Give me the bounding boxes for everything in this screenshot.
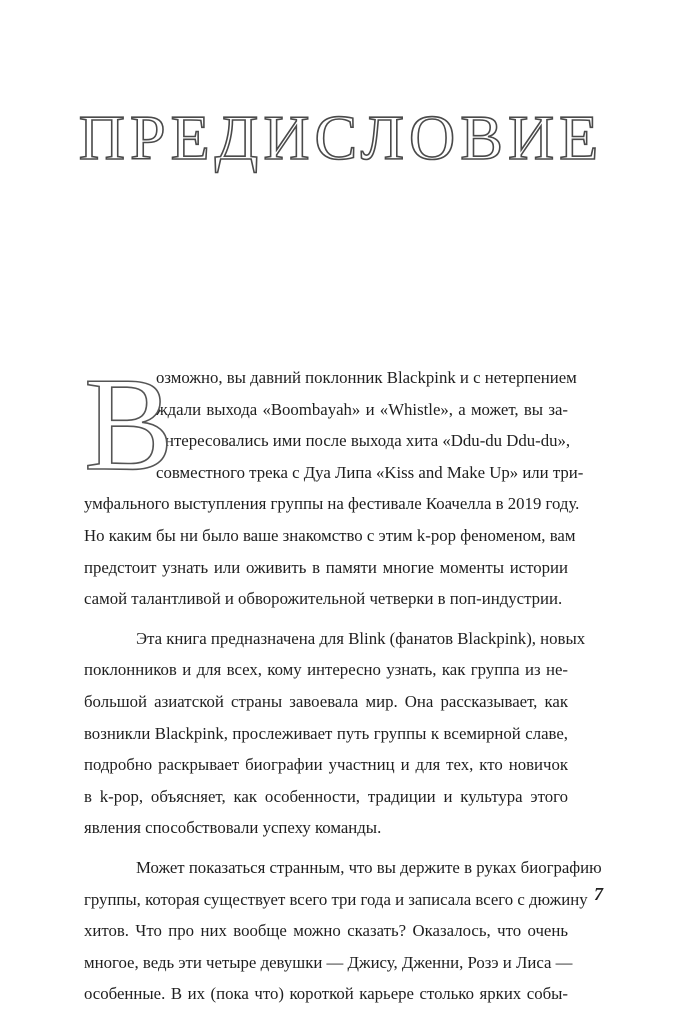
paragraph-3 xyxy=(84,852,602,1010)
body-text xyxy=(84,350,602,1010)
text-line: поклонников и для всех, кому интересно узнать, как группа из не- xyxy=(84,660,568,680)
text-line: ждали выхода «Boombayah» и «Whistle», а может, вы за- xyxy=(156,399,568,419)
drop-cap: В xyxy=(84,350,174,498)
text-line: умфального выступления группы на фестивале Коачелла в 2019 году. xyxy=(84,494,580,514)
paragraph-2 xyxy=(84,623,586,844)
page-number: 7 xyxy=(594,884,603,904)
text-line: Эта книга предназначена для Blink (фанатов Blackpink), новых xyxy=(136,628,586,648)
text-line: совместного трека с Дуа Липа «Kiss and Make Up» или три- xyxy=(156,462,584,482)
text-line: особенные. В их (пока что) короткой карьере столько ярких собы- xyxy=(84,984,568,1004)
text-line: озможно, вы давний поклонник Blackpink и с нетерпением xyxy=(156,368,577,387)
text-line: подробно раскрывает биографии участниц и для тех, кто новичок xyxy=(84,755,568,775)
text-line: группы, которая существует всего три года и записала всего с дюжину xyxy=(84,889,588,909)
text-line: большой азиатской страны завоевала мир. Она рассказывает, как xyxy=(84,691,568,711)
text-line: интересовались ими после выхода хита «Ddu-du Ddu-du», xyxy=(156,431,571,451)
text-line: хитов. Что про них вообще можно сказать? Оказалось, что очень xyxy=(84,921,568,941)
text-line: возникли Blackpink, прослеживает путь группы к всемирной славе, xyxy=(84,723,568,743)
text-line: в k-pop, объясняет, как особенности, традиции и культура этого xyxy=(84,786,568,806)
text-line: Может показаться странным, что вы держите в руках биографию xyxy=(136,857,602,877)
text-line: Но каким бы ни было ваше знакомство с этим k-pop феноменом, вам xyxy=(84,525,576,545)
text-line: самой талантливой и обворожительной четверки в поп-индустрии. xyxy=(84,589,563,609)
text-line: явления способствовали успеху команды. xyxy=(84,818,382,838)
text-line: предстоит узнать или оживить в памяти многие моменты истории xyxy=(84,557,568,577)
page-title: ПРЕДИСЛОВИЕ xyxy=(78,102,604,173)
text-line: многое, ведь эти четыре девушки — Джису, Дженни, Розэ и Лиса — xyxy=(84,952,573,972)
